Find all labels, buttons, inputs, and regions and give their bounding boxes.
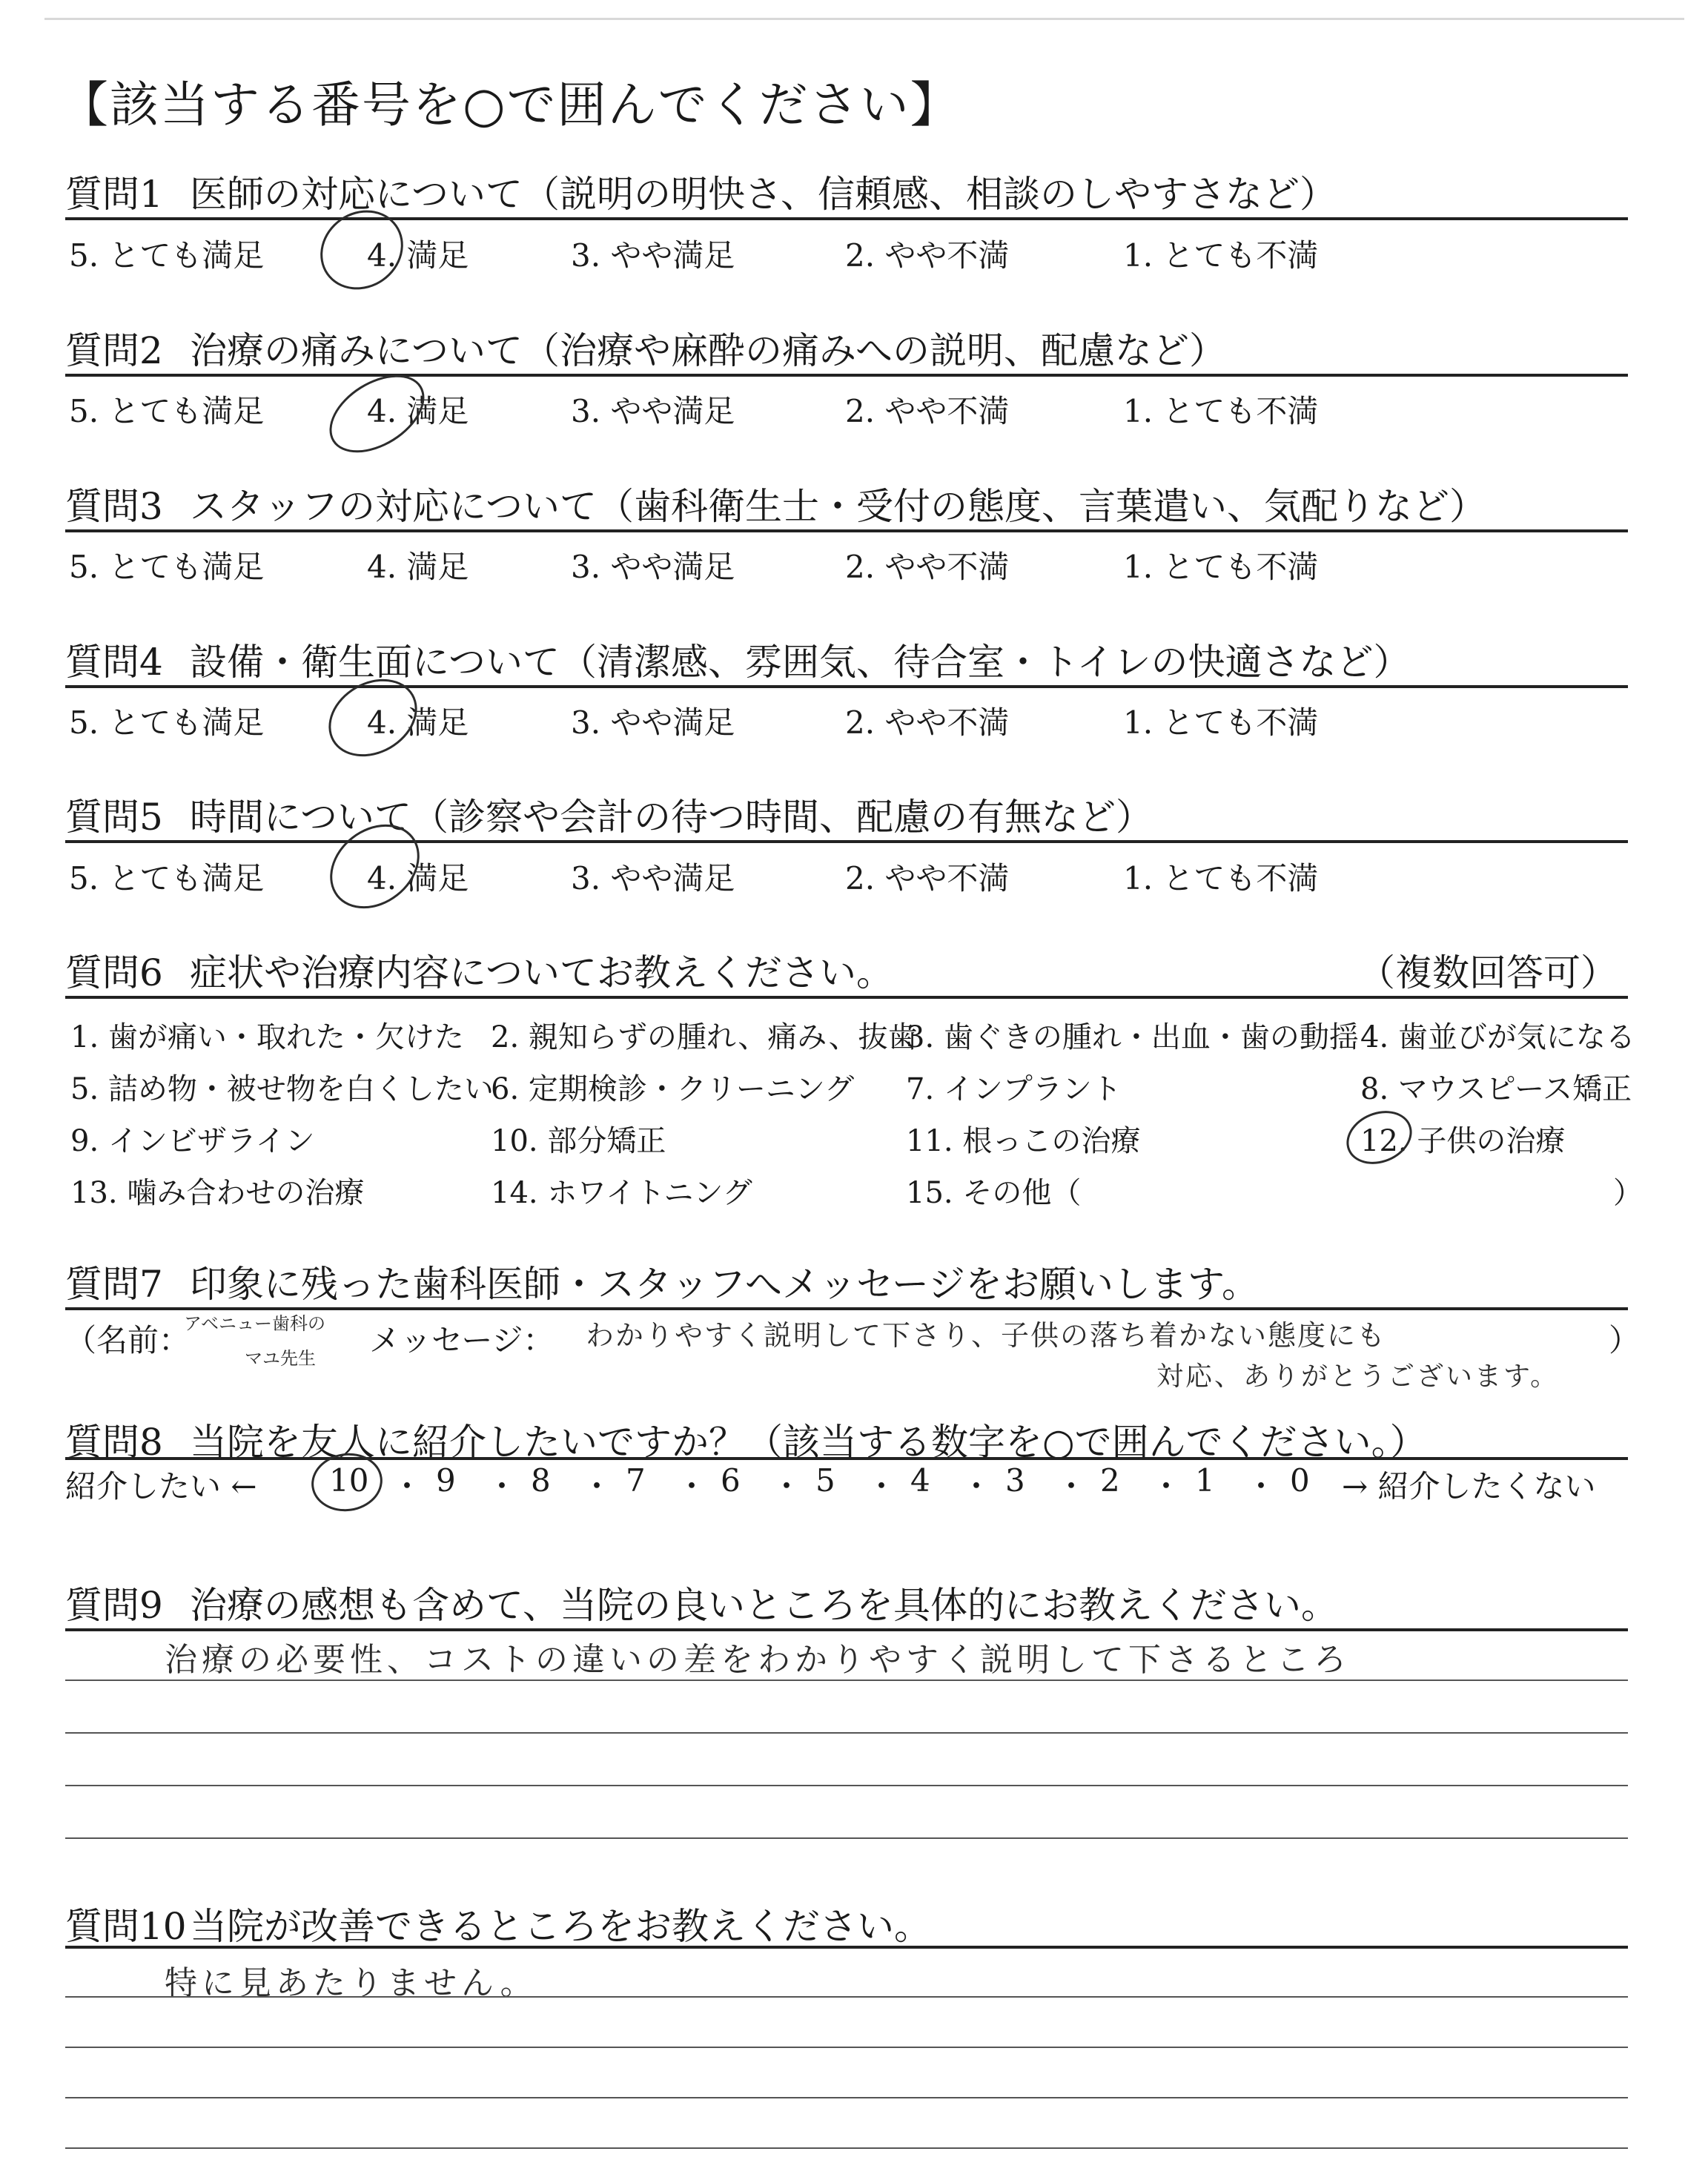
q9-number: 質問9 xyxy=(65,1584,163,1627)
q6-text: 症状や治療内容についてお教えください。 xyxy=(190,951,893,994)
q2-option-4[interactable]: 4. 満足 xyxy=(367,393,469,429)
q3-number: 質問3 xyxy=(65,485,163,528)
q9-answer-line xyxy=(65,1785,1628,1786)
q6-item-5[interactable]: 5. 詰め物・被せ物を白くしたい xyxy=(70,1072,494,1106)
q8-scale-dot: ・ xyxy=(1151,1468,1182,1505)
q6-item-13[interactable]: 13. 噛み合わせの治療 xyxy=(70,1176,365,1210)
q8-scale-5[interactable]: 5 xyxy=(815,1462,835,1499)
q8-rule xyxy=(65,1457,1628,1460)
q10-answer-line xyxy=(65,2047,1628,2048)
q6-number: 質問6 xyxy=(65,951,163,994)
q10-number: 質問10 xyxy=(65,1905,187,1948)
q9-rule xyxy=(65,1628,1628,1631)
q9-answer: 治療の必要性、コストの違いの差をわかりやすく説明して下さるところ xyxy=(165,1641,1351,1679)
q10-answer-line xyxy=(65,2097,1628,2098)
q6-item-6[interactable]: 6. 定期検診・クリーニング xyxy=(491,1072,855,1106)
q10-answer: 特に見あたりません。 xyxy=(165,1964,537,2002)
q8-left-label: 紹介したい ← xyxy=(65,1468,257,1505)
q8-scale-dot: ・ xyxy=(1245,1468,1277,1505)
q1-rule xyxy=(65,217,1628,220)
q10-answer-line xyxy=(65,2147,1628,2149)
q9-answer-line xyxy=(65,1732,1628,1734)
q4-title xyxy=(65,633,1411,686)
q8-scale-1[interactable]: 1 xyxy=(1195,1462,1215,1499)
q5-title xyxy=(65,787,1153,841)
q6-item-2[interactable]: 2. 親知らずの腫れ、痛み、抜歯 xyxy=(491,1020,918,1054)
q1-option-3[interactable]: 3. やや満足 xyxy=(571,237,735,274)
q6-item-15-close: ） xyxy=(1613,1176,1643,1210)
q9-text: 治療の感想も含めて、当院の良いところを具体的にお教えください。 xyxy=(190,1584,1338,1627)
q8-scale-dot: ・ xyxy=(866,1468,898,1505)
q8-scale-3[interactable]: 3 xyxy=(1005,1462,1025,1499)
q9-answer-line xyxy=(65,1680,1628,1681)
q3-option-2[interactable]: 2. やや不満 xyxy=(845,549,1010,585)
q5-option-3[interactable]: 3. やや満足 xyxy=(571,860,735,896)
q6-item-10[interactable]: 10. 部分矯正 xyxy=(491,1124,666,1158)
q2-option-3[interactable]: 3. やや満足 xyxy=(571,393,735,429)
q4-rule xyxy=(65,685,1628,688)
q6-item-11[interactable]: 11. 根っこの治療 xyxy=(906,1124,1141,1158)
q4-option-3[interactable]: 3. やや満足 xyxy=(571,704,735,741)
q7-message-line2: 対応、ありがとうございます。 xyxy=(1156,1361,1560,1392)
q5-option-4[interactable]: 4. 満足 xyxy=(367,860,469,896)
q3-rule xyxy=(65,529,1628,532)
q4-option-4[interactable]: 4. 満足 xyxy=(367,704,469,741)
q6-item-4[interactable]: 4. 歯並びが気になる xyxy=(1360,1020,1635,1054)
q9-title xyxy=(65,1576,1338,1629)
q6-item-14[interactable]: 14. ホワイトニング xyxy=(491,1176,752,1210)
q8-scale-dot: ・ xyxy=(676,1468,708,1505)
q7-name-label: （名前： xyxy=(65,1322,191,1358)
q6-item-1[interactable]: 1. 歯が痛い・取れた・欠けた xyxy=(70,1020,464,1054)
q8-scale-dot: ・ xyxy=(391,1468,423,1505)
q7-title xyxy=(65,1255,1259,1308)
q8-text: 当院を友人に紹介したいですか？（該当する数字を○で囲んでください。） xyxy=(190,1421,1427,1464)
q5-option-1[interactable]: 1. とても不満 xyxy=(1123,860,1319,896)
q6-item-12[interactable]: 12. 子供の治療 xyxy=(1360,1124,1566,1158)
q4-option-5[interactable]: 5. とても満足 xyxy=(69,704,265,741)
q8-scale-7[interactable]: 7 xyxy=(626,1462,646,1499)
q6-item-15[interactable]: 15. その他（ xyxy=(906,1176,1082,1210)
q8-scale-dot: ・ xyxy=(961,1468,993,1505)
q1-title xyxy=(65,165,1337,218)
q5-number: 質問5 xyxy=(65,796,163,839)
q2-text: 治療の痛みについて（治療や麻酔の痛みへの説明、配慮など） xyxy=(190,329,1226,372)
form-header: 【該当する番号を○で囲んでください】 xyxy=(59,76,961,133)
q6-note: （複数回答可） xyxy=(1358,951,1618,994)
q10-title xyxy=(65,1897,931,1950)
q4-option-1[interactable]: 1. とても不満 xyxy=(1123,704,1319,741)
q4-text: 設備・衛生面について（清潔感、雰囲気、待合室・トイレの快適さなど） xyxy=(190,641,1411,684)
q8-scale-8[interactable]: 8 xyxy=(531,1462,551,1499)
q8-scale-4[interactable]: 4 xyxy=(910,1462,930,1499)
q10-rule xyxy=(65,1946,1628,1949)
q3-text: スタッフの対応について（歯科衛生士・受付の態度、言葉遣い、気配りなど） xyxy=(190,485,1486,528)
q1-option-1[interactable]: 1. とても不満 xyxy=(1123,237,1319,274)
q5-text: 時間について（診察や会計の待つ時間、配慮の有無など） xyxy=(190,796,1153,839)
q8-scale-dot: ・ xyxy=(486,1468,518,1505)
q7-name-value-line1: アベニュー歯科の xyxy=(184,1313,326,1334)
q1-number: 質問1 xyxy=(65,173,163,216)
q1-text: 医師の対応について（説明の明快さ、信頼感、相談のしやすさなど） xyxy=(190,173,1337,216)
q8-scale-10[interactable]: 10 xyxy=(329,1462,369,1499)
q7-name-value-line2: マユ先生 xyxy=(245,1348,316,1369)
q5-rule xyxy=(65,840,1628,843)
q8-scale-2[interactable]: 2 xyxy=(1100,1462,1120,1499)
q7-close-paren: ） xyxy=(1609,1322,1641,1358)
q2-option-5[interactable]: 5. とても満足 xyxy=(69,393,265,429)
q8-scale-dot: ・ xyxy=(581,1468,613,1505)
q1-option-5[interactable]: 5. とても満足 xyxy=(69,237,265,274)
q5-option-5[interactable]: 5. とても満足 xyxy=(69,860,265,896)
q8-scale-0[interactable]: 0 xyxy=(1290,1462,1310,1499)
q6-title xyxy=(65,943,893,997)
q3-option-5[interactable]: 5. とても満足 xyxy=(69,549,265,585)
q4-option-2[interactable]: 2. やや不満 xyxy=(845,704,1010,741)
q6-rule xyxy=(65,996,1628,999)
q3-option-1[interactable]: 1. とても不満 xyxy=(1123,549,1319,585)
q2-number: 質問2 xyxy=(65,329,163,372)
q2-option-2[interactable]: 2. やや不満 xyxy=(845,393,1010,429)
q8-number: 質問8 xyxy=(65,1421,163,1464)
q2-option-1[interactable]: 1. とても不満 xyxy=(1123,393,1319,429)
q3-title xyxy=(65,477,1486,530)
q6-item-3[interactable]: 3. 歯ぐきの腫れ・出血・歯の動揺 xyxy=(906,1020,1359,1054)
q7-message-line1: わかりやすく説明して下さり、子供の落ち着かない態度にも xyxy=(586,1319,1387,1352)
q10-text: 当院が改善できるところをお教えください。 xyxy=(190,1905,931,1948)
q9-answer-line xyxy=(65,1837,1628,1839)
q6-selected-circle xyxy=(1339,1101,1420,1173)
q8-right-label: → 紹介したくない xyxy=(1342,1468,1596,1505)
q3-option-3[interactable]: 3. やや満足 xyxy=(571,549,735,585)
q6-item-7[interactable]: 7. インプラント xyxy=(906,1072,1122,1106)
q8-scale-dot: ・ xyxy=(771,1468,803,1505)
q1-option-4[interactable]: 4. 満足 xyxy=(367,237,469,274)
q10-answer-line xyxy=(65,1996,1628,1998)
q7-text: 印象に残った歯科医師・スタッフへメッセージをお願いします。 xyxy=(190,1263,1259,1306)
q1-option-2[interactable]: 2. やや不満 xyxy=(845,237,1010,274)
q3-option-4[interactable]: 4. 満足 xyxy=(367,549,469,585)
q6-item-8[interactable]: 8. マウスピース矯正 xyxy=(1360,1072,1632,1106)
q4-number: 質問4 xyxy=(65,641,163,684)
q2-title xyxy=(65,321,1226,374)
page-top-border xyxy=(44,18,1684,20)
q5-option-2[interactable]: 2. やや不満 xyxy=(845,860,1010,896)
q6-item-9[interactable]: 9. インビザライン xyxy=(70,1124,315,1158)
q8-scale-9[interactable]: 9 xyxy=(436,1462,456,1499)
q8-scale-6[interactable]: 6 xyxy=(721,1462,741,1499)
q7-number: 質問7 xyxy=(65,1263,163,1306)
q7-message-label: メッセージ： xyxy=(369,1322,555,1358)
q2-rule xyxy=(65,374,1628,377)
q8-scale-dot: ・ xyxy=(1056,1468,1088,1505)
